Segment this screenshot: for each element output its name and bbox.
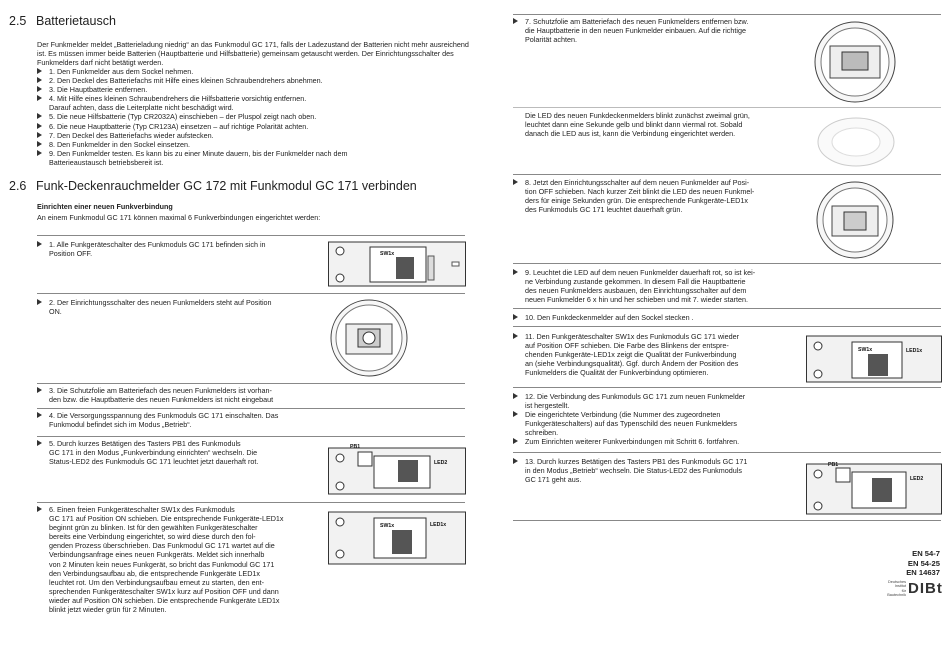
list-item: 3. Die Hauptbatterie entfernen. bbox=[37, 85, 467, 94]
divider bbox=[37, 436, 465, 437]
step-13: 13. Durch kurzes Betätigen des Tasters PB1 des Funkmoduls GC 171 in den Modus „Betrieb“ wechseln. Die Status-LED2 des Funkmoduls GC 171 geht aus. bbox=[513, 457, 803, 484]
divider bbox=[513, 326, 941, 327]
section-heading-2-5 bbox=[9, 14, 116, 28]
module-diagram-step6 bbox=[328, 508, 466, 568]
divider bbox=[513, 387, 941, 388]
module-diagram-step1 bbox=[328, 238, 466, 290]
divider bbox=[513, 308, 941, 309]
module-diagram-step11 bbox=[806, 334, 942, 386]
divider bbox=[513, 174, 941, 175]
list-item: 9. Den Funkmelder testen. Es kann bis zu einer Minute dauern, bis der Funkmelder nach dem bbox=[37, 149, 467, 158]
pb1-label: PB1 bbox=[828, 462, 839, 468]
section-number: 2.5 bbox=[9, 14, 27, 28]
led-note: Die LED des neuen Funkdeckenmelders blinkt zunächst zweimal grün, leuchtet dann eine Sekunde gelb und blinkt dann viermal rot. Sobald danach die LED aus ist, kann die Verbindung eingerichtet werden. bbox=[525, 111, 750, 139]
divider bbox=[37, 235, 465, 236]
list-item: 1. Den Funkmelder aus dem Sockel nehmen. bbox=[37, 67, 467, 76]
subheading: Einrichten einer neuen Funkverbindung bbox=[37, 202, 173, 211]
sw1x-label: SW1x bbox=[858, 347, 873, 353]
list-item: 6. Die neue Hauptbatterie (Typ CR123A) einsetzen – auf richtige Polarität achten. bbox=[37, 122, 467, 131]
module-diagram-step13 bbox=[806, 458, 942, 518]
step-10: 10. Den Funkdeckenmelder auf den Sockel stecken . bbox=[513, 313, 803, 322]
list-item: 8. Den Funkmelder in den Sockel einsetzen. bbox=[37, 140, 467, 149]
list-item: 4. Mit Hilfe eines kleinen Schraubendrehers die Hilfsbatterie vorsichtig entfernen. bbox=[37, 94, 467, 103]
detector-diagram-step8 bbox=[810, 178, 900, 262]
divider bbox=[37, 408, 465, 409]
divider bbox=[37, 502, 465, 503]
step-7: 7. Schutzfolie am Batteriefach des neuen Funkmelders entfernen bzw. die Hauptbatterie in den neuen Funkmelder einbauen. Auf die richtige Polarität achten. bbox=[513, 17, 803, 44]
sw1x-label: SW1x bbox=[380, 251, 395, 257]
list-item: 5. Die neue Hilfsbatterie (Typ CR2032A) einschieben – der Pluspol zeigt nach oben. bbox=[37, 112, 467, 121]
step-6: 6. Einen freien Funkgeräteschalter SW1x des Funkmoduls GC 171 auf Position ON schieben. Die entsprechende Funkgeräte-LED1x beginnt grün zu blinken. Ist für den gewählten Funkgeräteschalter bereits eine Verbindung eingerichtet, so wird diese durch den fol- genden Prozess überschrieben. Das Funkmodul GC 171 wartet auf die Verbindungsanfrage eines neuen Funkgeräts. Meldet sich innerhalb von 2 Minuten kein neues Funkgerät, so bricht das Funkmodul GC 171 den Verbindungsaufbau ab, die entsprechende Funkgeräte LED1x leuchtet rot. Um den Verbindungsaufbau erneut zu starten, den ent- sprechenden Funkgeräteschalter SW1x kurz auf Position OFF und dann wieder auf Position ON schieben. Die entsprechende Funkgeräte LED1x blinkt jetzt wieder grün für 2 Minuten. bbox=[37, 505, 317, 614]
step-9: 9. Leuchtet die LED auf dem neuen Funkmelder dauerhaft rot, so ist kei- ne Verbindung zustande gekommen. In diesem Fall die Hauptbatterie des neuen Funkmelders ausbauen, den Einrichtungsschalter auf dem neuen Funkmelder 6 x hin und her schieben und mit 7. wieder starten. bbox=[513, 268, 803, 304]
step-2: 2. Der Einrichtungsschalter des neuen Funkmelders steht auf Position ON. bbox=[37, 298, 307, 316]
led2-label: LED2 bbox=[910, 476, 924, 482]
pb1-label: PB1 bbox=[350, 444, 361, 450]
led2-label: LED2 bbox=[434, 460, 448, 466]
divider bbox=[513, 520, 941, 521]
step-12: 12. Die Verbindung des Funkmoduls GC 171 zum neuen Funkmelder ist hergestellt. Die eingerichtete Verbindung (die Nummer des zugeordneten Funkgeräteschalters) auf das Typenschild des neuen Funkmelders schreiben. Zum Einrichten weiterer Funkverbindungen mit Schritt 6. fortfahren. bbox=[513, 392, 803, 447]
step-5: 5. Durch kurzes Betätigen des Tasters PB1 des Funkmoduls GC 171 in den Modus „Funkverbindung einrichten“ wechseln. Die Status-LED2 des Funkmoduls GC 171 leuchtet jetzt dauerhaft rot. bbox=[37, 439, 307, 466]
step-3: 3. Die Schutzfolie am Batteriefach des neuen Funkmelders ist vorhan- den bzw. die Hauptbatterie des neuen Funkmelders ist nicht eingebaut bbox=[37, 386, 317, 404]
module-diagram-step5 bbox=[328, 440, 466, 498]
step-8: 8. Jetzt den Einrichtungsschalter auf dem neuen Funkmelder auf Posi- tion OFF schieben. Nach kurzer Zeit blinkt die LED des neuen Funkmel- ders für einige Sekunden grün. Die entsprechende Funkgeräte-LED1x des Funkmoduls GC 171 leuchtet dauerhaft grün. bbox=[513, 178, 803, 214]
led1x-label: LED1x bbox=[430, 522, 447, 528]
section-title: Batterietausch bbox=[36, 14, 116, 28]
detector-diagram-step2 bbox=[326, 296, 414, 384]
section-title: Funk-Deckenrauchmelder GC 172 mit Funkmodul GC 171 verbinden bbox=[36, 179, 417, 193]
divider bbox=[37, 293, 465, 294]
battery-steps-list: 1. Den Funkmelder aus dem Sockel nehmen. 2. Den Deckel des Batteriefachs mit Hilfe eines kleinen Schraubendrehers abnehmen. 3. Die Hauptbatterie entfernen. 4. Mit Hilfe eines kleinen Schraubendrehers die Hilfsbatterie vorsichtig entfernen. Darauf achten, dass die Leiterplatte nicht beschädigt wird. 5. Die neue Hilfsbatterie (Typ CR2032A) einschieben – der Pluspol zeigt nach oben. 6. Die neue Hauptbatterie (Typ CR123A) einsetzen – auf richtige Polarität achten. 7. Den Deckel des Batteriefachs wieder aufstecken. 8. Den Funkmelder in den Sockel einsetzen. 9. Den Funkmelder testen. Es kann bis zu einer Minute dauern, bis der Funkmelder nach dem Batterieaustausch betriebsbereit ist. bbox=[37, 67, 467, 167]
section-number: 2.6 bbox=[9, 179, 27, 193]
divider bbox=[513, 263, 941, 264]
detector-diagram-step7 bbox=[810, 16, 900, 106]
list-item: 2. Den Deckel des Batteriefachs mit Hilfe eines kleinen Schraubendrehers abnehmen. bbox=[37, 76, 467, 85]
dibt-logo: DIBt bbox=[908, 580, 943, 597]
sw1x-label: SW1x bbox=[380, 523, 395, 529]
detector-faint-image bbox=[812, 110, 900, 170]
step-1: 1. Alle Funkgeräteschalter des Funkmoduls GC 171 befinden sich in Position OFF. bbox=[37, 240, 307, 258]
section-heading-2-6 bbox=[9, 179, 417, 193]
divider bbox=[513, 107, 941, 108]
step-4: 4. Die Versorgungsspannung des Funkmoduls GC 171 einschalten. Das Funkmodul befindet sich im Modus „Betrieb“. bbox=[37, 411, 317, 429]
divider bbox=[513, 14, 941, 15]
divider bbox=[513, 452, 941, 453]
list-item: 7. Den Deckel des Batteriefachs wieder aufstecken. bbox=[37, 131, 467, 140]
standards-list: EN 54-7 EN 54-25 EN 14637 bbox=[906, 549, 940, 577]
led1x-label: LED1x bbox=[906, 348, 923, 354]
subheading-text: An einem Funkmodul GC 171 können maximal 6 Funkverbindungen eingerichtet werden: bbox=[37, 213, 321, 222]
battery-intro: Der Funkmelder meldet „Batterieladung niedrig“ an das Funkmodul GC 171, falls der Ladezustand der Batterien nicht mehr ausreichend ist. Es müssen immer beide Batterien (Hauptbatterie und Hilfsbatterie) gemeinsam getauscht werden. Der Einrichtungsschalter des Funkmelders darf nicht betätigt werden. bbox=[37, 40, 469, 68]
step-11: 11. Den Funkgeräteschalter SW1x des Funkmoduls GC 171 wieder auf Position OFF schieben. Die Farbe des Blinkens der entspre- chenden Funkgeräte-LED1x zeigt die Qualität der Funkverbindung an (siehe Verbindungsqualität). Ggf. durch Ändern der Position des Funkmelders die Qualität der Funkverbindung optimieren. bbox=[513, 332, 803, 377]
dibt-caption: Deutsches Institut für Bautechnik bbox=[887, 580, 906, 598]
